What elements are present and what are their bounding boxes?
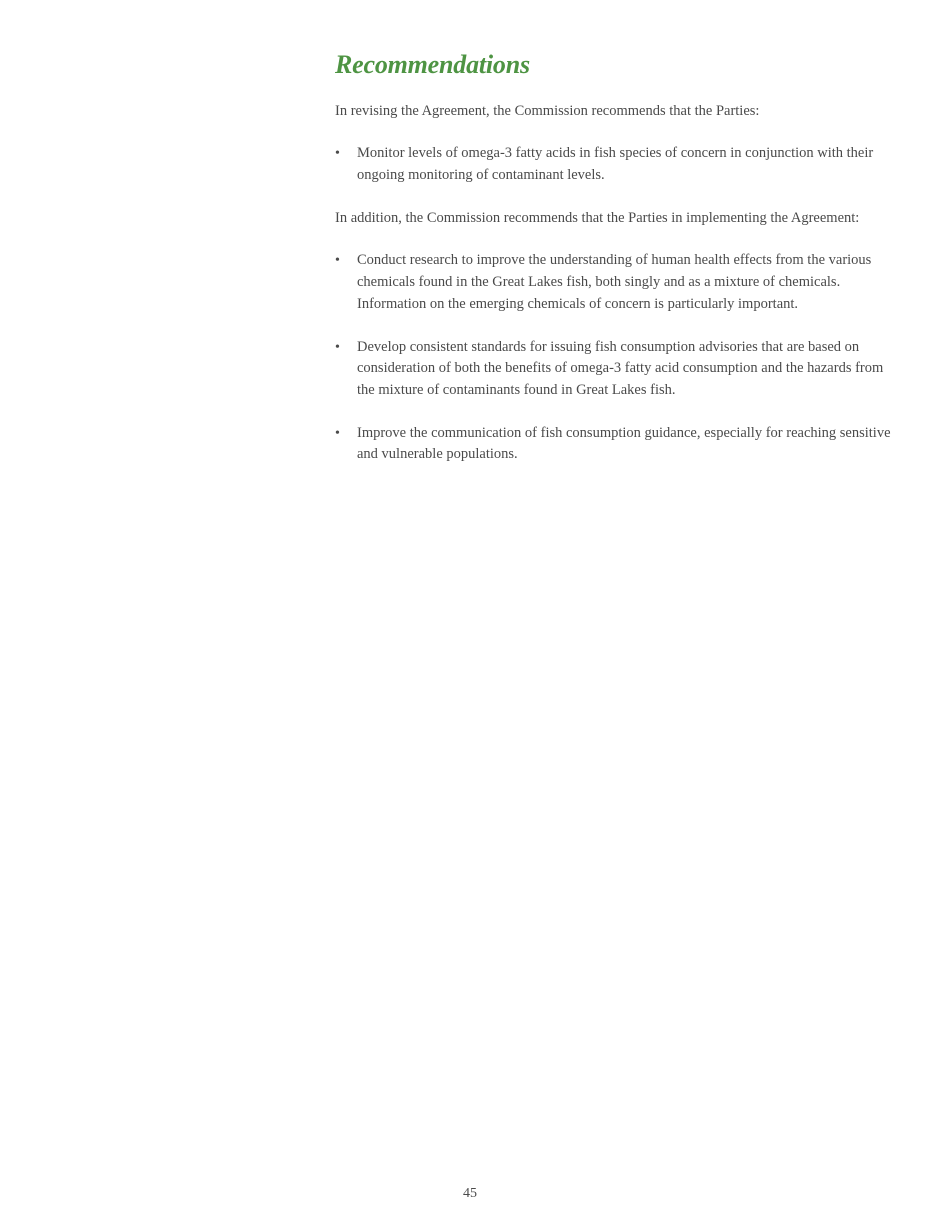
list-item	[335, 423, 895, 466]
bullet-icon: •	[335, 146, 340, 161]
list-item	[335, 143, 895, 186]
bullet-icon: •	[335, 253, 340, 269]
section-heading: Recommendations	[335, 50, 530, 79]
list-item-text: Conduct research to improve the understanding of human health effects from the various chemicals found in the Great Lakes fish, both singly and as a mixture of chemicals. Information on the emerging chemicals of concern is particularly important.	[357, 252, 872, 312]
list-item-text: Improve the communication of fish consumption guidance, especially for reaching sensitive and vulnerable populations.	[357, 424, 891, 463]
page-content	[335, 48, 895, 487]
recommendation-list-2	[335, 250, 895, 466]
intro-paragraph-2: In addition, the Commission recommends that the Parties in implementing the Agreement:	[335, 210, 860, 227]
page-number: 45	[463, 1186, 477, 1201]
list-item-text: Develop consistent standards for issuing fish consumption advisories that are based on consideration of both the benefits of omega-3 fatty acid consumption and the hazards from the mixture of contaminants found in Great Lakes fish.	[357, 338, 884, 398]
intro-paragraph-1: In revising the Agreement, the Commission recommends that the Parties:	[335, 103, 760, 119]
list-item	[335, 250, 895, 315]
bullet-icon: •	[335, 339, 340, 355]
list-item	[335, 337, 895, 402]
list-item-text: Monitor levels of omega-3 fatty acids in fish species of concern in conjunction with their ongoing monitoring of contaminant levels.	[357, 145, 874, 183]
recommendation-list-1	[335, 143, 895, 186]
bullet-icon: •	[335, 425, 340, 441]
